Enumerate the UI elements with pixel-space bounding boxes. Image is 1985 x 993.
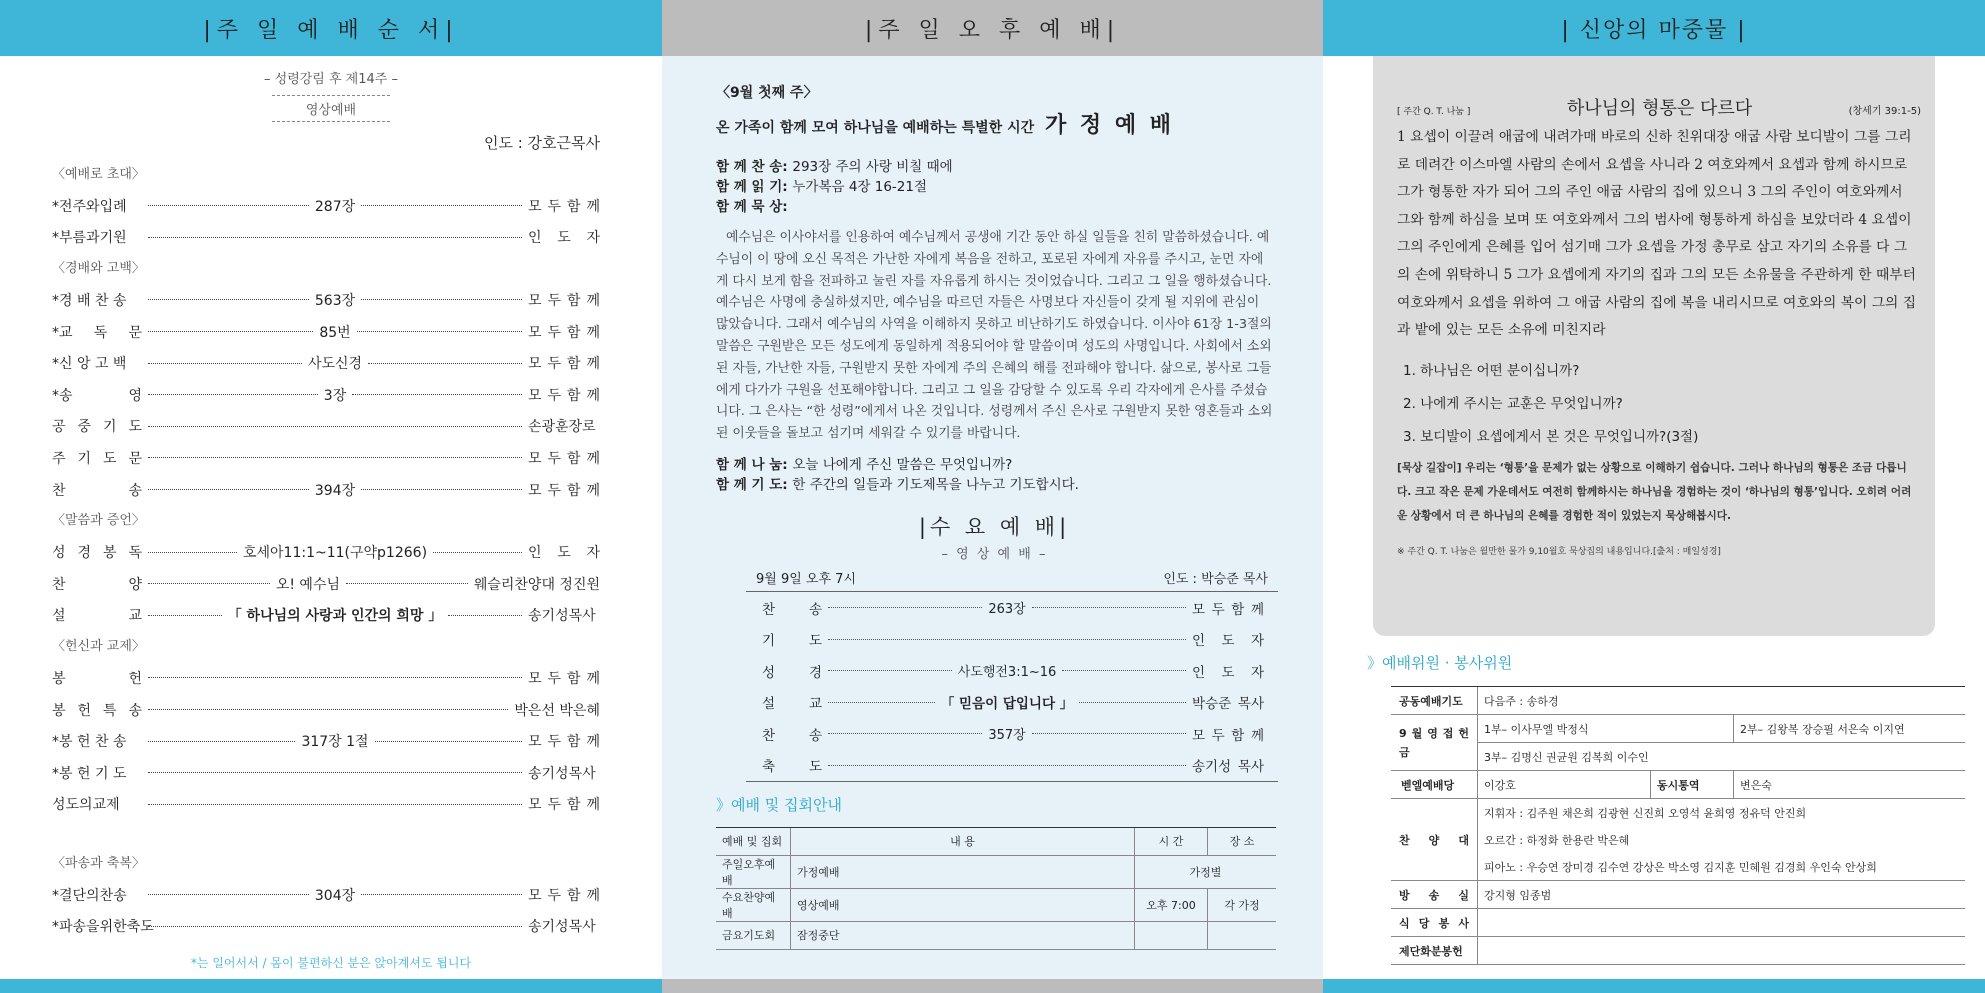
choir-conductors: 지휘자 : 김주원 채은희 김광현 신진희 오영석 윤희영 정유덕 안진희: [1478, 799, 1966, 827]
dot-leader: [828, 765, 1186, 766]
item-value: 3장: [323, 387, 347, 404]
item-label: 찬 양: [52, 576, 142, 593]
footer-bar: [0, 979, 662, 993]
item-label: 축 도: [762, 759, 822, 776]
item-value: 「 믿음이 답입니다 」: [940, 696, 1074, 713]
dot-leader: [148, 926, 522, 927]
offering-group-3: 3부– 김명신 권균원 김복희 이수인: [1478, 743, 1966, 771]
item-person: 인 도 자: [528, 545, 601, 562]
dot-leader: [828, 702, 935, 703]
reading-value: 누가복음 4장 16-21절: [792, 179, 928, 195]
qt-questions: [1373, 345, 1935, 454]
item-person: 인 도 자: [1192, 633, 1264, 650]
list-item: [746, 718, 1278, 750]
item-person: 모 두 함 께: [528, 734, 601, 751]
meeting-time: 가정별: [1135, 855, 1277, 888]
section-title: 〈예배로 초대〉: [52, 167, 145, 182]
broadcast-value: 강지형 임종범: [1478, 881, 1966, 909]
item-person: 모 두 함 께: [528, 356, 601, 373]
item-value: 304장: [314, 887, 356, 904]
list-item: [52, 694, 600, 726]
joint-prayer-label: 공동예배기도: [1391, 687, 1478, 715]
qt-tag: [ 주간 Q. T. 나눔 ]: [1397, 107, 1471, 117]
altar-flower-value: [1478, 937, 1966, 965]
meditation-paragraph: 예수님은 이사야서를 인용하여 예수님께서 공생애 기간 동안 하실 일들을 친히 말씀하셨습니다. 예수님이 이 땅에 오신 목적은 가난한 자에게 복음을 전하고, 포로된 자에게 자유를 주시고, 눈먼 자에게 다시 보게 함을 전파하고 눌린 자를 자유롭게 하시는 것이었습니다. 그리고 그 일을 행하셨습니다. 예수님은 사명에 충실하셨지만, 예수님을 따르던 자들은 사명보다 자신들이 갖게 될 지위에 관심이 많았습니다. 그래서 예수님의 사역을 이해하지 못하고 비난하기도 하였습니다. 이사야 61장 1-3절의 말씀은 구원받은 모든 성도에게 동일하게 적용되어야 할 말씀이며 성도의 사명입니다. 사회에서 소외된 자들, 가난한 자들, 구원받지 못한 자에게 주의 은혜의 해를 전파해야 합니다. 삶으로, 봉사로 그들에게 다가가 구원을 선포해야합니다. 그리고 그 일을 감당할 수 있도록 우리 각자에게 은사를 주셨습니다. 그 은사는 “한 성령”에게서 나온 것입니다. 성령께서 주신 은사로 구원받지 못한 영혼들과 소외된 이웃들을 돌보고 섬기며 세워갈 수 있기를 바랍니다.: [716, 230, 1273, 442]
afternoon-header: |주 일 오 후 예 배|: [662, 0, 1323, 56]
question-1: 1. 하나님은 어떤 분이십니까?: [1403, 362, 1580, 379]
list-item: [52, 347, 600, 379]
order-of-service: [52, 159, 600, 942]
week-label: 〈9월 첫째 주〉: [716, 85, 818, 101]
table-row: [1391, 687, 1965, 715]
dot-leader: [361, 299, 522, 300]
list-item: [746, 592, 1278, 624]
item-value: 563장: [314, 292, 356, 309]
dot-leader: [1062, 670, 1186, 671]
prayer-label: 함 께 기 도:: [716, 476, 788, 493]
table-row: [1391, 771, 1965, 799]
meeting-place: 각 가정: [1208, 888, 1277, 921]
meeting-name: 수요찬양예배: [716, 888, 791, 921]
list-item: [52, 379, 600, 411]
qt-box: [1373, 56, 1935, 636]
list-item: [52, 600, 600, 632]
item-value: 357장: [988, 728, 1026, 744]
hymn-label: 함 께 찬 송:: [716, 159, 788, 175]
list-item: [52, 568, 600, 600]
broadcast-label: 방 송 실: [1391, 881, 1478, 909]
list-item: [52, 879, 600, 911]
item-label: 봉 헌 특 송: [52, 702, 142, 719]
sharing-line: [716, 455, 1273, 475]
reading-line: [716, 177, 1273, 197]
item-label: *전주와입례: [52, 198, 127, 215]
table-row: [716, 921, 1276, 949]
dot-leader: [433, 552, 522, 553]
dot-leader: [148, 426, 522, 427]
list-item: [52, 316, 600, 348]
item-person: 송기성목사: [528, 919, 596, 936]
family-intro: 온 가족이 함께 모여 하나님을 예배하는 특별한 시간: [716, 120, 1035, 136]
item-value: 287장: [314, 198, 356, 215]
meeting-content: 잠정중단: [791, 921, 1135, 949]
item-value: 394장: [314, 482, 356, 499]
section-title: 〈파송과 축복〉: [52, 856, 145, 872]
meeting-time: 오후 7:00: [1135, 888, 1208, 921]
interpretation-label: 동시통역: [1651, 771, 1734, 799]
faith-header: | 신앙의 마중물 |: [1323, 0, 1985, 56]
question-3: 3. 보디발이 요셉에게서 본 것은 무엇입니까?(3절): [1403, 428, 1699, 445]
dot-leader: [361, 894, 522, 895]
choir-piano: 피아노 : 우승연 장미경 김수연 강상은 박소영 김지훈 민혜원 김경희 우인숙 안상희: [1478, 853, 1966, 881]
item-label: 찬 송: [52, 482, 142, 499]
item-value: 317장 1절: [301, 734, 369, 751]
section-title: 〈말씀과 증언〉: [52, 513, 145, 529]
sunday-order-column: [0, 0, 662, 993]
table-row: [1391, 909, 1965, 937]
table-row: [716, 855, 1276, 888]
item-label: 찬 송: [762, 727, 822, 744]
item-value: 「 하나님의 사랑과 인간의 희망 」: [227, 608, 443, 625]
list-item: [52, 284, 600, 316]
meeting-time: [1135, 921, 1208, 949]
item-label: 성 경: [762, 664, 822, 681]
wednesday-subtitle: – 영 상 예 배 –: [941, 546, 1048, 562]
list-item: [52, 725, 600, 757]
volunteers-table: [1391, 686, 1965, 965]
item-label: *봉 헌 기 도: [52, 765, 127, 782]
afternoon-service-column: [662, 0, 1323, 993]
meeting-col-time: 시 간: [1135, 827, 1208, 855]
dot-leader: [148, 457, 522, 458]
list-item: [52, 190, 600, 222]
dot-leader: [828, 639, 1186, 640]
meeting-table: [716, 827, 1276, 950]
list-item: [52, 911, 600, 943]
item-person: 웨슬리찬양대 정진원: [473, 576, 600, 593]
interpretation-value: 변은숙: [1734, 771, 1966, 799]
altar-flower-label: 제단화분봉헌: [1391, 937, 1478, 965]
item-person: 인 도 자: [528, 230, 600, 247]
item-value: 호세아11:1~11(구약p1266): [242, 545, 428, 562]
dot-leader: [148, 894, 309, 895]
list-item: [52, 662, 600, 694]
meeting-guide-heading: 》예배 및 집회안내: [716, 795, 842, 814]
hymn-line: [716, 157, 1273, 177]
item-person: 송기성 목사: [1192, 759, 1264, 776]
offering-group-1: 1부– 이사무엘 박정식: [1478, 715, 1734, 743]
table-row: [1391, 881, 1965, 909]
dot-leader: [828, 607, 982, 608]
item-label: *부름과기원: [52, 230, 127, 247]
kitchen-label: 식 당 봉 사: [1391, 909, 1478, 937]
qt-title: 하나님의 형통은 다르다: [1566, 98, 1753, 119]
item-value: 사도신경: [307, 356, 363, 373]
dot-leader: [148, 205, 309, 206]
table-row: [1391, 743, 1965, 771]
item-label: *파송을위한축도: [52, 919, 154, 936]
meeting-col-place: 장 소: [1208, 827, 1277, 855]
wednesday-order: [746, 568, 1278, 782]
dot-leader: [148, 677, 522, 678]
dot-leader: [828, 670, 952, 671]
offering-label: 9 월 영 접 헌 금: [1391, 715, 1478, 771]
dot-leader: [148, 552, 237, 553]
table-row: [1391, 799, 1965, 827]
dot-leader: [352, 394, 522, 395]
family-title: 가 정 예 배: [1045, 113, 1174, 138]
volunteers-heading: 》예배위원 · 봉사위원: [1367, 654, 1513, 672]
footer-bar: [662, 979, 1323, 993]
family-worship-title: [716, 108, 1273, 139]
item-person: 모 두 함 께: [1192, 727, 1264, 744]
section-title: 〈경배와 고백〉: [52, 261, 145, 277]
item-label: *경 배 찬 송: [52, 292, 127, 309]
dot-leader: [368, 363, 522, 364]
item-person: 박승준 목사: [1192, 696, 1265, 713]
qt-reference: (창세기 39:1-5): [1848, 106, 1921, 117]
item-label: 기 도: [762, 633, 822, 650]
offering-group-2: 2부– 김왕복 장승필 서은숙 이지연: [1734, 715, 1966, 743]
item-label: *교 독 문: [52, 324, 142, 341]
item-person: 모 두 함 께: [528, 198, 600, 215]
season-label: – 성령강림 후 제14주 –: [264, 72, 398, 87]
joint-prayer-value: 다음주 : 송하경: [1478, 687, 1966, 715]
item-label: 봉 헌: [52, 670, 142, 687]
qt-source: ※ 주간 Q. T. 나눔은 월만한 물가 9,10월호 묵상집의 내용입니다.[출처 : 매일성경]: [1397, 546, 1721, 557]
table-row: [1391, 853, 1965, 881]
dot-leader: [148, 583, 270, 584]
item-person: 모 두 함 께: [528, 887, 600, 904]
bethel-value: 이강호: [1478, 771, 1651, 799]
item-person: 인 도 자: [1192, 664, 1264, 681]
dot-leader: [148, 331, 313, 332]
table-row: [1391, 826, 1965, 853]
wednesday-time: 9월 9일 오후 7시: [756, 571, 857, 587]
meditation-line: [716, 197, 1273, 217]
list-item: [52, 536, 600, 568]
item-person: 모 두 함 께: [528, 292, 600, 309]
faith-column: [1323, 0, 1985, 993]
item-label: 설 교: [52, 608, 142, 625]
item-label: 성도의교제: [52, 797, 120, 814]
dot-leader: [148, 363, 302, 364]
dot-leader: [1079, 702, 1186, 703]
meeting-col-content: 내 용: [791, 827, 1135, 855]
dot-leader: [148, 804, 522, 805]
meeting-name: 금요기도회: [716, 921, 791, 949]
item-value: 사도행전3:1~16: [957, 665, 1057, 681]
dot-leader: [361, 205, 522, 206]
item-value: 85번: [319, 324, 351, 341]
prayer-value: 한 주간의 일들과 기도제목을 나누고 기도합시다.: [792, 476, 1079, 493]
item-person: 송기성목사: [528, 765, 596, 782]
dot-leader: [1032, 607, 1186, 608]
sharing-value: 오늘 나에게 주신 말씀은 무엇입니까?: [792, 456, 1013, 473]
item-label: *봉 헌 찬 송: [52, 734, 127, 751]
dot-leader: [148, 741, 295, 742]
item-label: 성 경 봉 독: [52, 545, 142, 562]
list-item: [52, 474, 600, 506]
dot-leader: [361, 489, 522, 490]
list-item: [746, 749, 1278, 781]
list-item: [52, 757, 600, 789]
bethel-label: 벧엘예배당: [1391, 771, 1478, 799]
item-person: 손광훈장로: [528, 419, 596, 436]
dot-leader: [346, 583, 468, 584]
dot-leader: [1032, 733, 1186, 734]
dot-leader: [375, 741, 522, 742]
wednesday-leader: 인도 : 박승준 목사: [1163, 571, 1268, 587]
item-person: 박은선 박은혜: [514, 702, 600, 719]
meeting-col-name: 예배 및 집회: [716, 827, 791, 855]
item-label: 찬 송: [762, 601, 822, 618]
list-item: [52, 222, 600, 254]
item-person: 모 두 함 께: [528, 324, 600, 341]
item-label: *신 앙 고 백: [52, 356, 127, 373]
service-type-label: [0, 95, 662, 122]
meeting-name: 주일오후예배: [716, 855, 791, 888]
sharing-label: 함 께 나 눔:: [716, 456, 788, 473]
meeting-content: 영상예배: [791, 888, 1135, 921]
item-person: 모 두 함 께: [528, 797, 600, 814]
table-row: [1391, 715, 1965, 743]
table-row: [716, 888, 1276, 921]
meeting-place: [1208, 921, 1277, 949]
service-type-text: 영상예배: [272, 95, 390, 122]
list-item: [746, 655, 1278, 687]
wednesday-title: |수 요 예 배|: [918, 514, 1071, 539]
list-item: [52, 442, 600, 474]
list-item: [746, 686, 1278, 718]
item-value: 오! 예수님: [275, 576, 340, 593]
prayer-line: [716, 475, 1273, 495]
choir-label: 찬 양 대: [1391, 799, 1478, 881]
section-title: 〈헌신과 교제〉: [52, 639, 145, 655]
choir-organ: 오르간 : 하정화 한용란 박은혜: [1478, 826, 1966, 853]
item-person: 모 두 함 께: [528, 670, 600, 687]
meeting-content: 가정예배: [791, 855, 1135, 888]
kitchen-value: [1478, 909, 1966, 937]
list-item: [746, 623, 1278, 655]
dot-leader: [148, 772, 522, 773]
question-2: 2. 나에게 주시는 교훈은 무엇입니까?: [1403, 395, 1623, 412]
dot-leader: [148, 709, 508, 710]
list-item: [52, 411, 600, 443]
dot-leader: [828, 733, 982, 734]
qt-scripture: 1 요셉이 이끌려 애굽에 내려가매 바로의 신하 친위대장 애굽 사람 보디발이 그를 그리로 데려간 이스마엘 사람의 손에서 요셉을 사니라 2 여호와께서 요셉과 함께 하시므로 그가 형통한 자가 되어 그의 주인 애굽 사람의 집에 있으니 3 그의 주인이 여호와께서 그와 함께 하심을 보며 또 여호와께서 그의 범사에 형통하게 하심을 보았더라 4 요셉이 그의 주인에게 은혜를 입어 섬기매 그가 요셉을 가정 총무로 삼고 자기의 소유를 다 그의 손에 위탁하니 5 그가 요셉에게 자기의 집과 그의 모든 소유물을 주관하게 한 때부터 여호와께서 요셉을 위하여 그 애굽 사람의 집에 복을 내리시므로 여호와의 복이 그의 집과 밭에 있는 모든 소유에 미친지라: [1397, 129, 1917, 339]
sunday-order-header: |주 일 예 배 순 서|: [0, 0, 662, 56]
item-label: 공 중 기 도: [52, 419, 142, 436]
leader-label: 인도 : 강호근목사: [483, 134, 600, 152]
item-person: 송기성목사: [528, 608, 596, 625]
dot-leader: [148, 299, 309, 300]
dot-leader: [448, 615, 522, 616]
item-label: *결단의찬송: [52, 887, 127, 904]
dot-leader: [148, 394, 318, 395]
dot-leader: [357, 331, 522, 332]
item-person: 모 두 함 께: [528, 387, 600, 404]
meditation-label: 함 께 묵 상:: [716, 199, 788, 215]
dot-leader: [148, 237, 522, 238]
dot-leader: [148, 489, 309, 490]
dot-leader: [148, 615, 222, 616]
item-label: 설 교: [762, 696, 822, 713]
hymn-value: 293장 주의 사랑 비칠 때에: [792, 159, 953, 175]
footer-bar: [1323, 979, 1985, 993]
reading-label: 함 께 읽 기:: [716, 179, 788, 195]
item-label: 주 기 도 문: [52, 450, 142, 467]
meditation-guide: [묵상 길잡이] 우리는 ‘형통’을 문제가 없는 상황으로 이해하기 쉽습니다. 그러나 하나님의 형통은 조금 다릅니다. 크고 작은 문제 가운데서도 여전히 함께하시는 하나님을 경험하는 것이 ‘하나님의 형통’입니다. 오히려 어려운 상황에서 더 큰 하나님의 은혜를 경험한 적이 있었는지 묵상해봅시다.: [1397, 461, 1912, 522]
item-person: 모 두 함 께: [528, 450, 600, 467]
list-item: [52, 789, 600, 821]
item-value: 263장: [988, 602, 1026, 618]
item-person: 모 두 함 께: [1192, 601, 1264, 618]
table-row: [1391, 937, 1965, 965]
item-person: 모 두 함 께: [528, 482, 600, 499]
standing-note: *는 일어서서 / 몸이 불편하신 분은 앉아계셔도 됩니다: [190, 956, 472, 970]
item-label: *송 영: [52, 387, 142, 404]
